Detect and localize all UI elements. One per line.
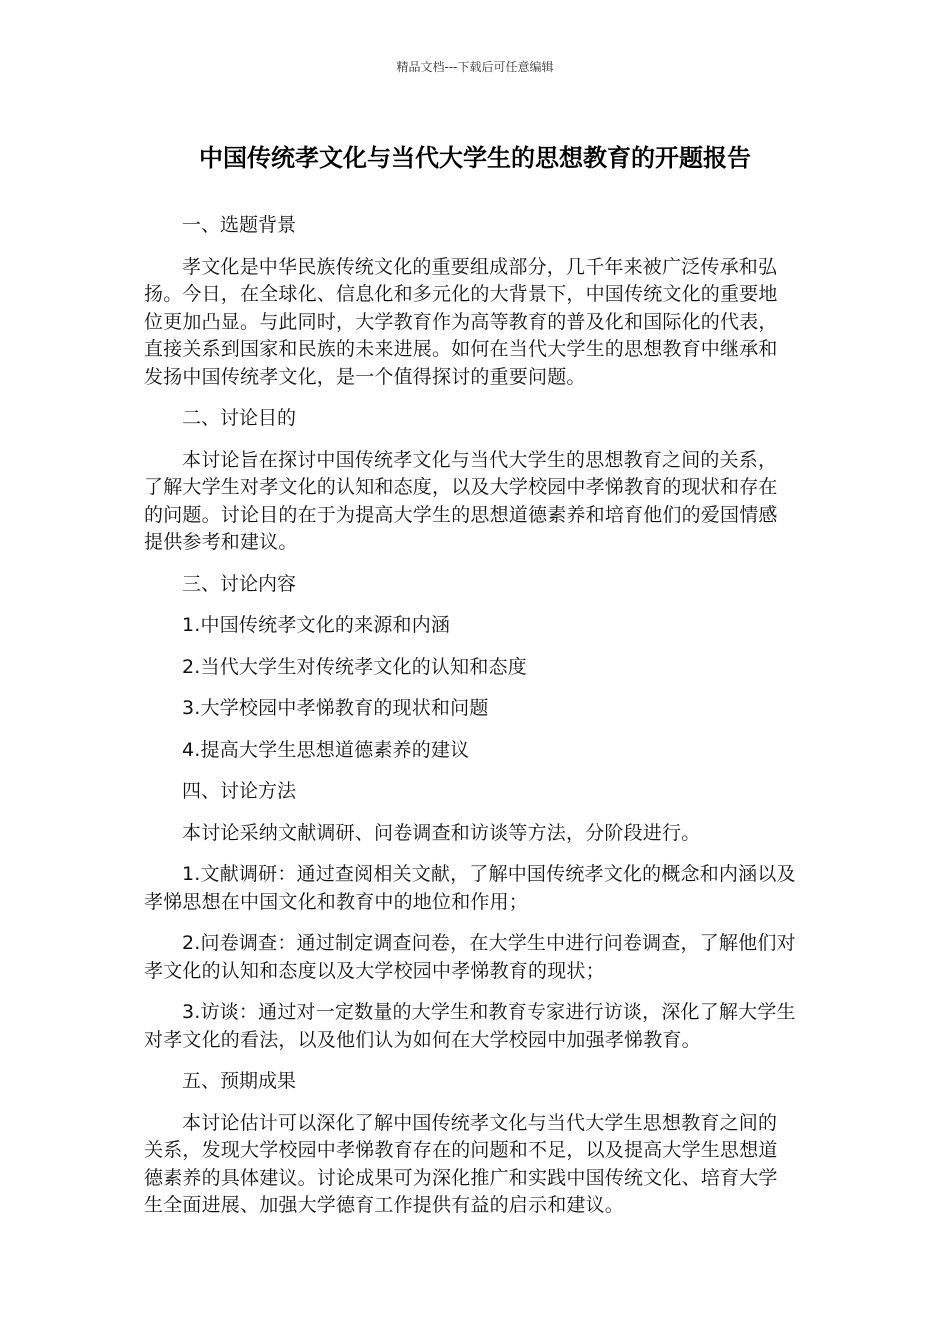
paragraph-method-interview: 3.访谈：通过对一定数量的大学生和教育专家进行访谈，深化了解大学生对孝文化的看法，以及他们认为如何在大学校园中加强孝悌教育。 — [144, 1001, 796, 1051]
paragraph-method-literature: 1.文献调研：通过查阅相关文献，了解中国传统孝文化的概念和内涵以及孝悌思想在中国文化和教育中的地位和作用； — [144, 863, 796, 913]
header-note: 精品文档---下载后可任意编辑 — [396, 60, 554, 74]
paragraph-method-intro: 本讨论采纳文献调研、问卷调查和访谈等方法，分阶段进行。 — [182, 821, 701, 844]
paragraph-purpose: 本讨论旨在探讨中国传统孝文化与当代大学生的思想教育之间的关系，了解大学生对孝文化的认知和态度，以及大学校园中孝悌教育的现状和存在的问题。讨论目的在于为提高大学生的思想道德素养和培育他们的爱国情感提供参考和建议。 — [144, 448, 778, 553]
page-title: 中国传统孝文化与当代大学生的思想教育的开题报告 — [199, 144, 751, 172]
list-item: 4.提高大学生思想道德素养的建议 — [182, 738, 470, 761]
section-heading-method: 四、讨论方法 — [182, 780, 297, 802]
list-item: 3.大学校园中孝悌教育的现状和问题 — [182, 697, 489, 719]
section-heading-outcomes: 五、预期成果 — [182, 1070, 297, 1092]
section-heading-content: 三、讨论内容 — [182, 572, 297, 595]
paragraph-background: 孝文化是中华民族传统文化的重要组成部分，几千年来被广泛传承和弘扬。今日，在全球化、信息化和多元化的大背景下，中国传统文化的重要地位更加凸显。与此同时，大学教育作为高等教育的普及化和国际化的代表，直接关系到国家和民族的未来进展。如何在当代大学生的思想教育中继承和发扬中国传统孝文化，是一个值得探讨的重要问题。 — [144, 255, 778, 388]
list-item: 1.中国传统孝文化的来源和内涵 — [182, 614, 451, 636]
document-body — [144, 212, 796, 1234]
list-item: 2.当代大学生对传统孝文化的认知和态度 — [182, 655, 527, 678]
paragraph-method-survey: 2.问卷调查：通过制定调查问卷，在大学生中进行问卷调查，了解他们对孝文化的认知和态度以及大学校园中孝悌教育的现状； — [144, 932, 796, 982]
section-heading-purpose: 二、讨论目的 — [182, 407, 297, 429]
section-heading-background: 一、选题背景 — [182, 214, 297, 236]
paragraph-outcomes: 本讨论估计可以深化了解中国传统孝文化与当代大学生思想教育之间的关系，发现大学校园中孝悌教育存在的问题和不足，以及提高大学生思想道德素养的具体建议。讨论成果可为深化推广和实践中国传统文化、培育大学生全面进展、加强大学德育工作提供有益的启示和建议。 — [144, 1111, 778, 1216]
